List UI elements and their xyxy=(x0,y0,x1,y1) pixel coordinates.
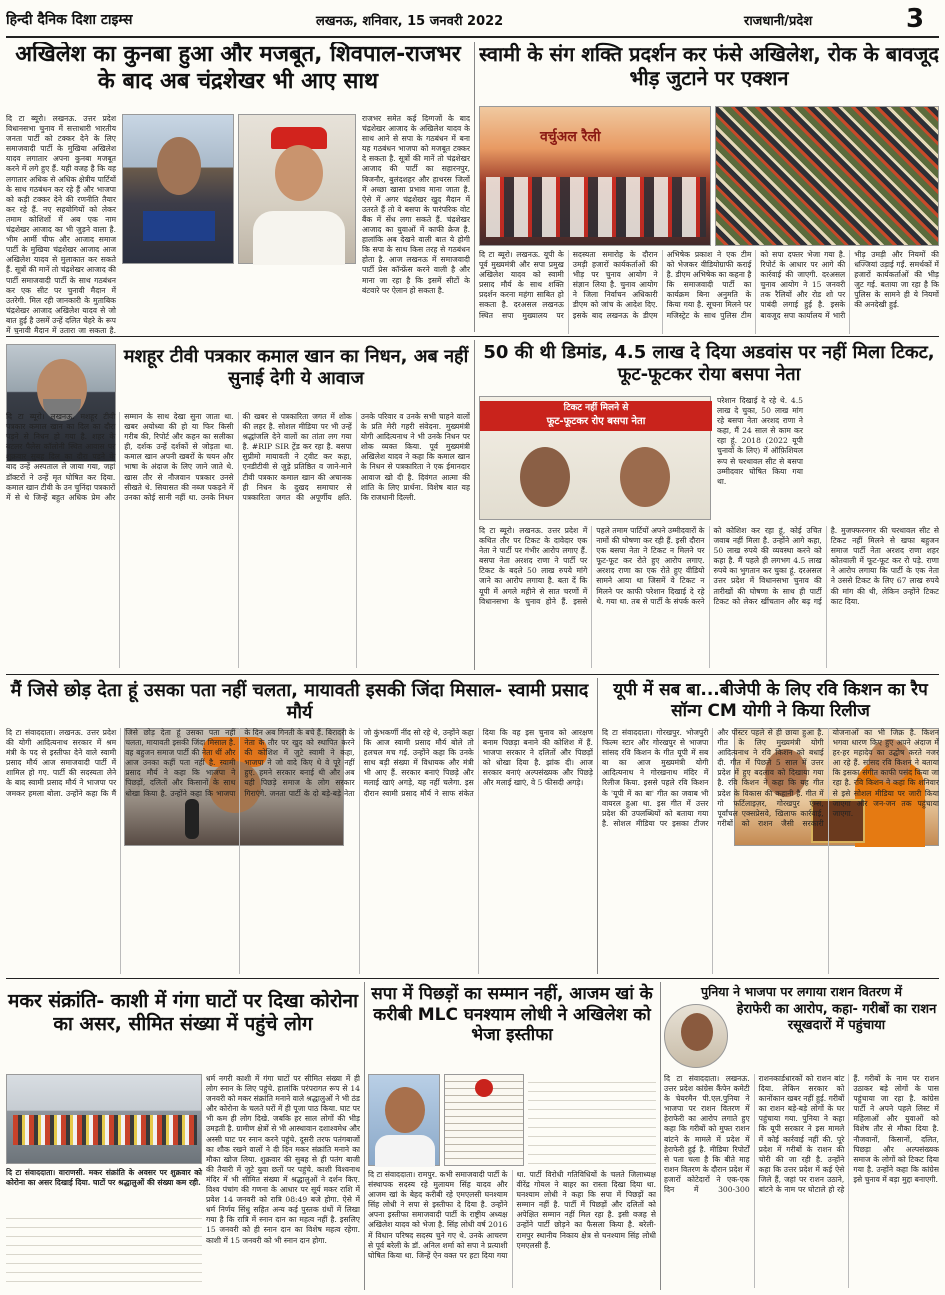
ghanshyam-lodhi-photo xyxy=(368,1074,440,1166)
article-body-right: राजभर समेत कई दिग्गजों के बाद चंद्रशेखर आजाद के अखिलेश यादव के साथ आने से सपा के गठबंधन में बना यह गठबंधन भाजपा को मजबूत टक्कर दे सकता है. सूत्रों की मानें तो चंद्रशेखर आजाद की पार्टी का सहारनपुर, बिजनौर, बुलंदशहर और हाथरस जिलों में अच्छा खासा प्रभाव माना जाता है. ऐसे में अगर चंद्रशेखर खुद मैदान में उतरते हैं तो वे बसपा के पारंपरिक वोट बैंक में सेंध लगा सकते हैं. चंद्रशेखर आजाद का युवाओं में काफी क्रेज है. हालांकि अब देखने वाली बात ये होगी कि सपा के साथ किस तरह से गठबंधन होता है. आज लखनऊ में समाजवादी पार्टी प्रेस कॉन्फ्रेंस करने वाली है और माना जा रहा है कि इसमें सीटों के बंटवारे पर ऐलान हो सकता है. xyxy=(362,114,470,295)
story-kamal-khan xyxy=(6,340,470,672)
article-body: दि टा संवाददाता। लखनऊ. उत्तर प्रदेश कांग्रेस कैंपेन कमेटी के चेयरमैन पी.एल.पुनिया ने भाजपा पर राशन वितरण में हेराफेरी का आरोप लगाते हुए कहा कि गरीबों को मुफ्त राशन बांटने के मामले में प्रदेश में हेराफेरी हुई है. मीडिया रिपोर्टों से पता चला है कि बीते माह राशन वितरण के दौरान प्रदेश में हजारों कोटेदारों ने एक-एक दिन में 300-300 राशनकार्डधारकों को राशन बांट दिया. लेकिन सरकार को कानोंकान खबर नहीं हुई. गरीबों का राशन बड़े-बड़े लोगों के घर पहुंचाया गया. पुनिया ने कहा कि यूपी सरकार ने इस मामले में कोई कार्रवाई नहीं की. पूरे प्रदेश में गरीबों के राशन की चोरी की जा रही है. उन्होंने कहा कि उत्तर प्रदेश में कई ऐसे जिले हैं, जहां पर राशन उठाने, बांटने के नाम पर घोटाले हो रहे हैं. गरीबों के नाम पर राशन उठाकर बड़े लोगों के पास पहुंचाया जा रहा है. कांग्रेस पार्टी ने अपने पहले लिस्ट में महिलाओं और युवाओं को विशेष तौर से मौका दिया है. नौजवानों, किसानों, दलित, पिछड़ा और अल्पसंख्यक समाज के लोगों को टिकट दिया गया है. उन्होंने कहा कि कांग्रेस इसे चुनाव में बड़ा मुद्दा बनाएगी. xyxy=(664,1074,939,1195)
section-rule xyxy=(6,978,939,979)
story-swami-mayawati xyxy=(6,678,593,976)
inset-line-1: टिकट नहीं मिलने से xyxy=(563,403,629,413)
article-body: धर्म नगरी काशी में गंगा घाटों पर सीमित संख्या में ही लोग स्नान के लिए पहुंचे. हालांकि परंपरागत रूप से 14 जनवरी को मकर संक्रांति मनाने वाले श्रद्धालुओं ने भी ठंड और कोरोना के चलते घरों में ही पूजा पाठ किया. घाट पर भी कम ही लोग दिखे. जबकि हर साल लोगों की भीड़ उमड़ती है. ग्रामीण क्षेत्रों से भी आस्थावान दशाश्वमेध और अस्सी घाट पर स्नान करने पहुंचे. दूसरी तरफ पतंगबाजों का शौक रखने वालों ने दी दिन मकर संक्रांति मनाने का मौका खोज लिया. शुक्रवार की सुबह से ही पतंग बाजी की तैयारी में जुटे युवा छतों पर पहुंचे. काशी विश्वनाथ मंदिर में भी सीमित संख्या में श्रद्धालुओं ने दर्शन किए. विश्व पंचांग की गणना के आधार पर सूर्य मकर राशि में प्रवेश 14 जनवरी को रात्रि 08:49 बजे होगा. ऐसे में धर्म निर्णय सिंधु सहित अन्य कई पुस्तक ग्रंथों में लिखा गया है कि रात्रि में स्नान दान का महत्व नहीं है. इसलिए 15 जनवरी को ही स्नान दान का विशेष महत्व रहेगा. काशी में 15 जनवरी को भी स्नान दान होगा. xyxy=(206,1074,360,1245)
story-bsp-ticket xyxy=(479,340,939,672)
side-text: परेशान दिखाई दे रहे थे. 4.5 लाख दे चुका, 50 लाख मांग रहे बसपा नेता अरशद राणा ने कहा, मैं 24 साल से काम कर रहा हूं. 2018 (2022 यूपी चुनावों के लिए) में ऑफ़िशियल रूप से चरथावल सीट से बसपा उम्मीदवार घोषित किया गया था. xyxy=(717,396,803,486)
article-body: दि टा ब्यूरो। लखनऊ. मशहूर टीवी पत्रकार कमाल खान का दिल का दौरा पड़ने से निधन हो गया है. शहर के बटलर पैलेस कॉलोनी स्थित आवास पर शुक्रवार सुबह दिल का दौरा पड़ने के बाद उन्हें अस्पताल ले जाया गया, जहां डॉक्टरों ने उन्हें मृत घोषित कर दिया. कमाल खान टीवी के उन चुनिंदा पत्रकारों में से थे जिन्हें बहुत अधिक प्रेम और सम्मान के साथ देखा सुना जाता था. खबर अयोध्या की हो या फिर किसी गरीब की, रिपोर्ट और कहन का सलीका ही, दर्शक उन्हें दर्शकों से जोड़ता था. कमाल खान अपनी खबरों के चयन और भाषा के अंदाज के लिए जाने जाते थे. खास तौर से नौजवान पत्रकार उनसे सीखते थे. सियासत की नब्ज पकड़ने में उनका कोई सानी नहीं था. उनके निधन की खबर से पत्रकारिता जगत में शोक की लहर है. सोशल मीडिया पर भी उन्हें श्रद्धांजलि देने वालों का तांता लग गया है. #RIP SIR ट्रेंड कर रहा है. बसपा सुप्रीमो मायावती ने ट्वीट कर कहा, एनडीटीवी से जुड़े प्रतिष्ठित व जाने-माने टीवी पत्रकार कमाल खान की अचानक ही निधन के दुखद समाचार से पत्रकारिता जगत की अपूर्णीय क्षति. उनके परिवार व उनके सभी चाहने वालों के प्रति मेरी गहरी संवेदना. मुख्यमंत्री योगी आदित्यनाथ ने भी उनके निधन पर शोक व्यक्त किया. पूर्व मुख्यमंत्री अखिलेश यादव ने कहा कि कमाल खान के निधन से पत्रकारिता ने एक ईमानदार आवाज खो दी है. दिवंगत आत्मा की शांति के लिए प्रार्थना. विशेष बात यह कि राजधानी दिल्ली. xyxy=(6,412,470,502)
section-rule xyxy=(6,674,939,675)
scarf-shape xyxy=(143,211,215,241)
column-divider xyxy=(364,982,365,1290)
section-label: राजधानी/प्रदेश xyxy=(744,14,813,29)
face-shape xyxy=(275,145,323,201)
headline: स्वामी के संग शक्ति प्रदर्शन कर फंसे अखिलेश, रोक के बावजूद भीड़ जुटाने पर एक्शन xyxy=(479,42,939,91)
headline: मैं जिसे छोड़ देता हूं उसका पता नहीं चलता, मायावती इसकी जिंदा मिसाल- स्वामी प्रसाद मौर्य xyxy=(10,680,589,723)
page-number: 3 xyxy=(906,4,925,34)
column-divider xyxy=(597,678,598,974)
section-rule xyxy=(6,336,939,337)
banner-text: वर्चुअल रैली xyxy=(540,129,601,145)
resignation-letter-photo xyxy=(444,1074,524,1166)
face-shape xyxy=(385,1087,425,1133)
masthead-rule xyxy=(6,36,939,38)
article-body-left: दि टा ब्यूरो। लखनऊ. उत्तर प्रदेश विधानसभा चुनाव में सत्ताधारी भारतीय जनता पार्टी को टक्कर देने के लिए समाजवादी पार्टी के मुखिया अखिलेश यादव लगातार अपना कुनबा मजबूत करने में लगे हुए हैं. यही वजह है कि वह लगातार अधिक से अधिक क्षेत्रीय पार्टियों के साथ गठबंधन कर रहे हैं और भाजपा को कड़ी टक्कर देने की रणनीति तैयार कर रहे हैं. नए सहयोगियों को लेकर तमाम कोशिशों में अब एक नाम चंद्रशेखर आजाद का भी जुड़ने वाला है. भीम आर्मी चीफ और आजाद समाज पार्टी के मुखिया चंद्रशेखर आजाद आज अखिलेश यादव से मुलाकात कर सकते हैं. सूत्रों की मानें तो चंद्रशेखर आजाद की पार्टी समाजवादी पार्टी के साथ गठबंधन कर एक सीट पर चुनावी मैदान में उतरेगी. मिल रही जानकारी के मुताबिक चंद्रशेखर आजाद अखिलेश यादव से जो बात हुई है उसमें उन्हें दलित चेहरे के रूप में चुनावी मैदान में उतारा जा सकता है. xyxy=(6,114,116,334)
headline: सपा में पिछड़ों का सम्मान नहीं, आजम खां के करीबी MLC घनश्याम लोधी ने अखिलेश को भेजा इस्तीफा xyxy=(371,984,653,1046)
face-shape xyxy=(520,447,570,507)
article-body: दि टा संवाददाता। गोरखपुर. भोजपुरी फिल्म स्टार और गोरखपुर से भाजपा सांसद रवि किशन के गीत यूपी में सब बा का आज मुख्यमंत्री योगी आदित्यनाथ ने गोरखनाथ मंदिर में रिलीज किया. इससे पहले रवि किशन के 'यूपी में का बा' गीत का जवाब भी वायरल हुआ था. इस गीत में उत्तर प्रदेश की उपलब्धियों को बताया गया है. सोशल मीडिया पर इसका टीजर और पोस्टर पहले से ही छाया हुआ है. गीत के लिए मुख्यमंत्री योगी आदित्यनाथ ने रवि किशन को बधाई दी. गीत में पिछले 5 साल में उत्तर प्रदेश में हुए बदलाव को दिखाया गया है. रवि किशन ने कहा कि यह गीत प्रदेश के विकास की कहानी है. गीत में गो फर्टिलाइज़र, गोरखपुर एम्स, पूर्वांचल एक्सप्रेसवे, खिलाफ कार्रवाई, गरीबों को राशन जैसी सरकारी योजनाओं का भी जिक्र है. किशन भगवा धारण किए हुए अपने अंदाज में हर-हर महादेव का उद्घोष करते नजर आ रहे हैं. सांसद रवि किशन ने बताया कि इसका संगीत काफी पसंद किया जा रहा है. रवि किशन ने कहा कि शनिवार से इसे सोशल मीडिया पर जारी किया जाएगा और जन-जन तक पहुंचाया जाएगा. xyxy=(602,728,939,828)
punia-photo xyxy=(664,1004,728,1068)
column-divider xyxy=(660,982,661,1290)
headline: यूपी में सब बा...बीजेपी के लिए रवि किशन का रैप सॉन्ग CM योगी ने किया रिलीज xyxy=(613,680,928,721)
headline: अखिलेश का कुनबा हुआ और मजबूत, शिवपाल-राजभर के बाद अब चंद्रशेखर भी आए साथ xyxy=(15,42,461,94)
face-shape xyxy=(681,1013,713,1051)
article-body: दि टा ब्यूरो। लखनऊ. यूपी के पूर्व मुख्यमंत्री और सपा प्रमुख अखिलेश यादव को स्वामी प्रसाद मौर्य के साथ शक्ति प्रदर्शन करना महंगा साबित हो सकता है. दरअसल लखनऊ स्थित सपा मुख्यालय पर सदस्यता समारोह के दौरान उमड़ी हजारों कार्यकर्ताओं की भीड़ पर चुनाव आयोग ने संज्ञान लिया है. चुनाव आयोग ने जिला निर्वाचन अधिकारी डीएम को जांच के आदेश दिए. इसके बाद लखनऊ के डीएम अभिषेक प्रकाश ने एक टीम को भेजकर वीडियोग्राफी कराई है. डीएम अभिषेक का कहना है कि समाजवादी पार्टी का कार्यक्रम बिना अनुमति के किया गया है. सूचना मिलने पर मजिस्ट्रेट के साथ पुलिस टीम को सपा दफ्तर भेजा गया है. रिपोर्ट के आधार पर आगे की कार्रवाई की जाएगी. दरअसल चुनाव आयोग ने 15 जनवरी तक रैलियों और रोड शो पर पाबंदी लगाई हुई है. इसके बावजूद सपा कार्यालय में भारी भीड़ उमड़ी और नियमों की धज्जियां उड़ाई गईं. समर्थकों में हजारों कार्यकर्ताओं की भीड़ जुट गई. बताया जा रहा है कि पुलिस के सामने ही ये नियमों की अनदेखी हुई. xyxy=(479,250,939,320)
people-row-shape xyxy=(486,177,706,237)
rally-stage-photo xyxy=(479,106,711,246)
article-body-continued xyxy=(6,1210,202,1288)
party-logo-icon xyxy=(475,1079,493,1097)
crowd-photo xyxy=(715,106,939,246)
headline-line-2: हेराफेरी का आरोप, कहा- गरीबों का राशन रसूखदारों में पहुंचाया xyxy=(736,1002,937,1033)
dateline: लखनऊ, शनिवार, 15 जनवरी 2022 xyxy=(316,14,504,29)
article-body: दि टा संवाददाता। रामपुर. कभी समाजवादी पार्टी के संस्थापक सदस्य रहे मुलायम सिंह यादव और आजम खां के बेहद करीबी रहे एमएलसी घनश्याम सिंह लोधी ने सपा से इस्तीफा दे दिया है. उन्होंने अपना इस्तीफा समाजवादी पार्टी के राष्ट्रीय अध्यक्ष अखिलेश यादव को भेजा है. सिंह लोधी वर्ष 2016 में विधान परिषद सदस्य चुने गए थे. उनके आचरण से पूर्व बरेली के डॉ. अनिल शर्मा को सपा ने प्रत्याशी घोषित किया था. जिन्हें ऐन वक्त पर हटा दिया गया था. पार्टी विरोधी गतिविधियों के चलते जिलाध्यक्ष वीरेंद्र गोयल ने बाहर का रास्ता दिखा दिया था. घनश्याम लोधी ने कहा कि सपा में पिछड़ों का सम्मान नहीं है. पार्टी में पिछड़ों और दलितों को अपेक्षित सम्मान नहीं मिल रहा है. इसी वजह से उन्होंने पार्टी छोड़ने का फैसला किया है. बरेली-रामपुर स्थानीय निकाय क्षेत्र से घनश्याम सिंह लोधी एमएलसी हैं. xyxy=(368,1170,656,1260)
article-body: दि टा ब्यूरो। लखनऊ. उत्तर प्रदेश में कथित तौर पर टिकट के दावेदार एक नेता ने पार्टी पर गंभीर आरोप लगाए हैं. बसपा नेता अरशद राणा ने पार्टी पर टिकट के बदले 50 लाख रुपये मांगे जाने का आरोप लगाया है. बता दें कि यूपी में अगले महीने से सात चरणों में विधानसभा के चुनाव होने हैं. इससे पहले तमाम पार्टियों अपने उम्मीदवारों के नामों की घोषणा कर रही हैं. इसी दौरान एक बसपा नेता ने टिकट न मिलने पर फूट-फूट कर रोते हुए आरोप लगाए. अरशद राणा का एक रोते हुए वीडियो सामने आया था जिसमें वे टिकट न मिलने पर काफी परेशान दिखाई दे रहे थे. गया था. तब से पार्टी के संपर्क करने को कोशिश कर रहा हूं, कोई उचित जवाब नहीं मिला है. उन्होंने आगे कहा, 50 लाख रुपये की व्यवस्था करने को कहा है. मैं पहले ही लगभग 4.5 लाख रुपये का भुगतान कर चुका हूं. दरअसल उत्तर प्रदेश में विधानसभा चुनाव की तारीखों की घोषणा के साथ ही पार्टी टिकट को लेकर खींचतान और बढ़ गई है. मुजफ्फरनगर की चरथावल सीट से टिकट नहीं मिलने से खफा बहुजन समाज पार्टी नेता अरशद राणा शहर कोतवाली में फूट-फूट कर रो पड़े. राणा ने आरोप लगाया कि पार्टी के एक नेता ने उससे टिकट के लिए 67 लाख रुपये की मांग की थी, लेकिन उन्होंने टिकट काट दिया. xyxy=(479,526,939,606)
kurta-shape xyxy=(375,1135,435,1167)
photo-caption: दि टा संवाददाता। वाराणसी. मकर संक्रांति के अवसर पर शुक्रवार को कोरोना का असर दिखाई दिया. घाटों पर श्रद्धालुओं की संख्या कम रही. xyxy=(6,1168,202,1188)
inset-line-2: फूट-फूटकर रोए बसपा नेता xyxy=(546,416,646,427)
paper-name: हिन्दी दैनिक दिशा टाइम्स xyxy=(6,12,133,28)
kurta-shape xyxy=(253,211,345,265)
people-shape xyxy=(13,1115,197,1145)
headline: मकर संक्रांति- काशी में गंगा घाटों पर दिखा कोरोना का असर, सीमित संख्या में पहुंचे लोग xyxy=(7,990,359,1036)
inset-banner xyxy=(480,401,712,431)
article-body: दि टा संवाददाता। लखनऊ. उत्तर प्रदेश की योगी आदित्यनाथ सरकार में श्रम मंत्री के पद से इस्तीफा देने वाले स्वामी प्रसाद मौर्य आज समाजवादी पार्टी में शामिल हो गए. पार्टी की सदस्यता लेने के बाद स्वामी प्रसाद मौर्य ने भाजपा पर जमकर हमला बोला. उन्होंने कहा कि मैं जिसे छोड़ देता हूं उसका पता नहीं चलता, मायावती इसकी जिंदा मिसाल है. वह बहुजन समाज पार्टी की नेता थीं और आज उनका कहीं पता नहीं है. स्वामी प्रसाद मौर्य ने कहा कि भाजपा ने पिछड़ों, दलितों और किसानों के साथ धोखा किया है. उन्होंने कहा कि भाजपा के दिन अब गिनती के बचे हैं. बिरादरी के नेता के तौर पर खुद को स्थापित करने की कोशिश में जुटे स्वामी ने कहा, भाजपा ने जो वादे किए थे वे पूरे नहीं हुए. हमने सरकार बनाई थी और अब यही पिछड़े समाज के लोग सरकार गिराएंगे. जनता पार्टी के दो बड़े-बड़े नेता जो कुंभकर्णी नींद सो रहे थे, उन्होंने कहा कि आज स्वामी प्रसाद मौर्य बोले तो हलचल मच गई. उन्होंने कहा कि उनके साथ बड़ी संख्या में विधायक और मंत्री भी आए हैं. सरकार बनाएं पिछड़े और मलाई खाएं अगड़े, यह नहीं चलेगा. इस दौरान स्वामी प्रसाद मौर्य ने साफ संकेत दिया कि वह इस चुनाव को आरक्षण बनाम पिछड़ा बनाने की कोशिश में हैं. भाजपा सरकार ने दलितों और पिछड़ों को धोखा दिया है. झांक दी। आज सरकार बनाएं अल्पसंख्यक और पिछड़े और मलाई खाएं, वे 5 फीसदी अगड़े। xyxy=(6,728,593,798)
face-shape xyxy=(157,137,201,195)
story-azam-khan-mlc xyxy=(368,982,656,1290)
story-akhilesh-alliance xyxy=(6,42,470,334)
article-body-side xyxy=(528,1074,656,1166)
column-divider xyxy=(474,340,475,670)
crying-leader-photo xyxy=(479,396,711,520)
chandrashekhar-photo xyxy=(122,114,234,264)
akhilesh-photo xyxy=(238,114,356,264)
column-divider xyxy=(474,42,475,332)
headline: 50 की थी डिमांड, 4.5 लाख दे दिया अडवांस पर नहीं मिला टिकट, फूट-फूटकर रोया बसपा नेता xyxy=(483,342,935,385)
story-makar-sankranti xyxy=(6,982,360,1290)
story-swami-crowd xyxy=(479,42,939,334)
story-punia-ration xyxy=(664,982,939,1290)
headline-line-1: पुनिया ने भाजपा पर लगाया राशन वितरण में xyxy=(701,984,902,999)
headline: मशहूर टीवी पत्रकार कमाल खान का निधन, अब नहीं सुनाई देगी ये आवाज xyxy=(123,346,469,389)
ganga-ghat-photo xyxy=(6,1074,202,1164)
masthead xyxy=(6,4,939,34)
face-shape xyxy=(620,447,670,507)
story-ravi-kishan-song xyxy=(602,678,939,976)
